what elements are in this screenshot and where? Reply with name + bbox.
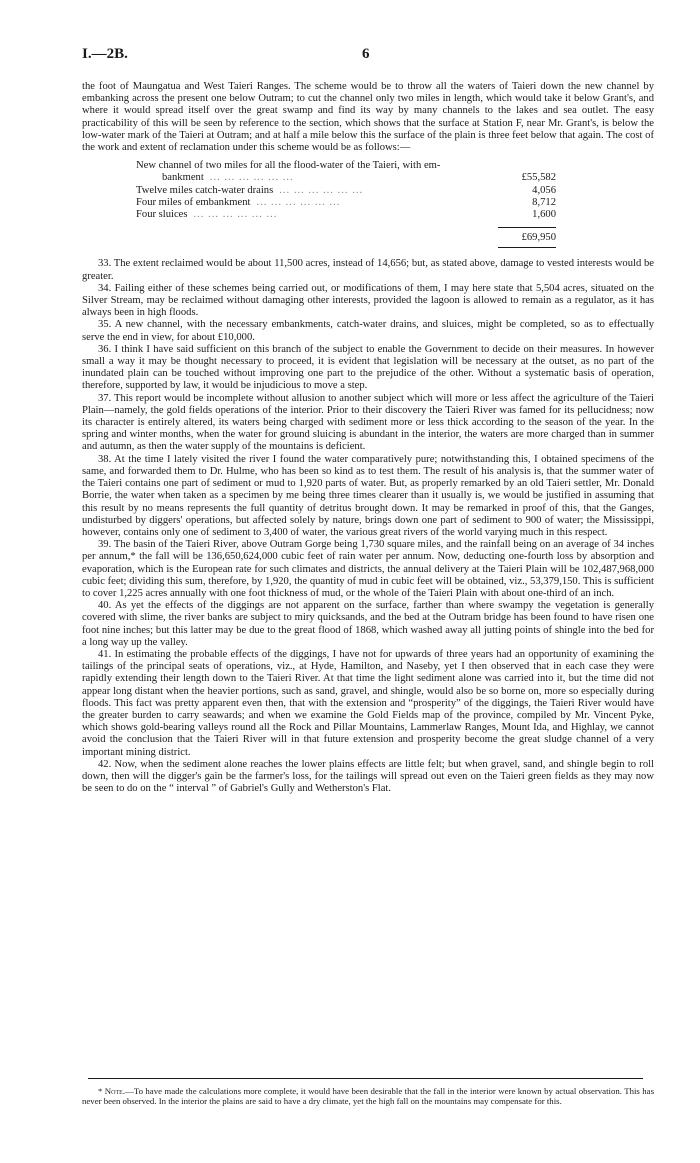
paragraph-36: 36. I think I have said sufficient on this branch of the subject to enable the Government to decide on their measures. In however small a way it may be thought necessary to proceed, it is evident that legislation will be necessary at the outset, as no part of the inundated plain can be touched without improving one part to the prejudice of the other. Without a systematic basis of operation, therefore, supported by law, it would be injudicious to move a step. xyxy=(82,343,654,392)
cost-total: £69,950 xyxy=(521,232,556,244)
cost-row-amount: 4,056 xyxy=(532,184,556,196)
leader-dots: ... ... ... ... ... ... xyxy=(279,184,364,196)
cost-row-desc-cont: bankment xyxy=(162,172,204,184)
cost-table xyxy=(136,160,556,248)
cost-row-channel-cont xyxy=(136,172,556,184)
paragraph-33: 33. The extent reclaimed would be about 11,500 acres, instead of 14,656; but, as stated above, damage to vested interests would be greater. xyxy=(82,258,654,282)
paragraph-38: 38. At the time I lately visited the river I found the water comparatively pure; notwithstanding this, I obtained specimens of the same, and forwarded them to Dr. Hulme, who has been so kind as to test them. The result of his analysis is, that the summer water of the Taieri contains one part of sediment or mud to 1,920 parts of water. But, as properly remarked by an old Taieri settler, Mr. Donald Borrie, the water when taken as a specimen by me being three times clearer than it usually is, we would be justified in assuming that this result by no means represents the full quantity of detritus brought down. It may be remarked in proof of this, that the Ganges, undisturbed by diggers' operations, but affected solely by nature, brings down one part of sediment to 900 of water; the Mississippi, however, contains only one of sediment to 3,400 of water, the various great rivers of the world varying much in this respect. xyxy=(82,453,654,538)
paragraph-39: 39. The basin of the Taieri River, above Outram Gorge being 1,730 square miles, and the rainfall being on an average of 34 inches per annum,* the fall will be 136,650,624,000 cubic feet of rain water per annum. Now, deducting one-fourth loss by absorption and evaporation, which is the European rate for such climates and districts, the annual delivery at the Taieri Plain will be 102,487,968,000 cubic feet; dividing this sum, therefore, by 1,920, the quantity of mud in cubic feet will be obtained, viz., 53,379,150. This is sufficient to cover 1,225 acres annually with one foot thickness of mud, or the whole of the Taieri Plain with about one-third of an inch. xyxy=(82,539,654,599)
paragraph-37: 37. This report would be incomplete without allusion to another subject which will more or less affect the agriculture of the Taieri Plain—namely, the gold fields operations of the interior. Prior to their discovery the Taieri River was famed for its pellucidness; now its character is entirely altered, its waters being charged with sediment more or less thick according to the season of the year. In the spring and winter months, when the water for ground sluicing is abundant in the interior, the waters are more charged than in summer and autumn, as then the water supply of the mountains is deficient. xyxy=(82,392,654,453)
cost-row-embankment xyxy=(136,197,556,209)
footnote-text: —To have made the calculations more complete, it would have been desirable that the fall in the interior were known by actual observation. This has never been observed. In the interior the plains are said to have a dry climate, yet the high fall on the mountains may compensate for this. xyxy=(82,1086,654,1107)
cost-row-desc: Four miles of embankment xyxy=(136,196,251,208)
cost-row-sluices xyxy=(136,209,556,221)
cost-row-drains xyxy=(136,185,556,197)
cost-row-amount: £55,582 xyxy=(521,172,556,184)
total-underline xyxy=(498,247,556,248)
cost-row-channel xyxy=(136,160,556,172)
paragraph-42: 42. Now, when the sediment alone reaches the lower plains effects are little felt; but when gravel, sand, and shingle begin to roll down, then will the digger's gain be the farmer's loss, for the tailings will spread out even on the Taieri green fields as they may now be seen to do on the “ interval ” of Gabriel's Gully and Wetherston's Flat. xyxy=(82,758,654,795)
page-number: 6 xyxy=(362,46,370,62)
paragraph-34: 34. Failing either of these schemes being carried out, or modifications of them, I may here state that 5,504 acres, situated on the Silver Stream, may be reclaimed without damaging other interests, provided the lagoon is allowed to remain as a regulator, as it has always been in high floods. xyxy=(82,282,654,319)
cost-row-desc: Four sluices xyxy=(136,209,188,221)
leader-dots: ... ... ... ... ... ... xyxy=(193,209,278,221)
cost-row-amount: 1,600 xyxy=(532,209,556,221)
document-body xyxy=(82,81,654,795)
leader-dots: ... ... ... ... ... ... xyxy=(256,196,341,208)
cost-total-row xyxy=(136,228,556,244)
cost-row-desc: Twelve miles catch-water drains xyxy=(136,184,274,196)
cost-row-amount: 8,712 xyxy=(532,196,556,208)
leader-dots: ... ... ... ... ... ... xyxy=(209,172,294,184)
footnote xyxy=(82,1086,654,1107)
document-reference: I.—2B. xyxy=(82,46,128,62)
paragraph-40: 40. As yet the effects of the diggings are not apparent on the surface, farther than where swampy the vegetation is generally covered with slime, the river banks are subject to miry quicksands, and the bed at the Outram bridge has been found to have risen one foot nine inches; but this latter may be due to the great flood of 1868, which washed away all jutting points of shingle into the bed for a long way up the valley. xyxy=(82,600,654,648)
cost-row-desc: New channel of two miles for all the flood-water of the Taieri, with em- xyxy=(136,160,441,172)
paragraph-35: 35. A new channel, with the necessary embankments, catch-water drains, and sluices, might be completed, so as to effectually serve the end in view, for about £10,000. xyxy=(82,319,654,343)
intro-paragraph: the foot of Maungatua and West Taieri Ranges. The scheme would be to throw all the waters of Taieri down the new channel by embanking across the present one below Outram; to cut the channel only two miles in length, which would take it below Grant's, and where it would spread itself over the great swamp and find its way by many channels to the lakes and sea outlet. The easy practicability of this will be seen by reference to the section, which shows that the surface at Station F, near Mr. Grant's, is below the low-water mark of the Taieri at Outram; and at half a mile below this the surface of the plain is three feet below that again. The cost of the work and extent of reclamation under this scheme would be as follows:— xyxy=(82,81,654,154)
footnote-label: * Note. xyxy=(98,1086,126,1096)
paragraph-41: 41. In estimating the probable effects of the diggings, I have not for upwards of three years had an opportunity of examining the tailings of the principal seats of operations, viz., at Hyde, Hamilton, and Naseby, yet I then observed that in each case they were rapidly extending their length down to the Taieri River. At that time the light sediment alone was carried into it, but the time did not appear long distant when the heavier portions, such as sand, gravel, and shingle, would also be so borne on, more so especially during floods. This fact was pretty apparent even then, that with the extension and “prosperity” of the diggings, the Taieri River would have the greater burden to carry seawards; and when we examine the Gold Fields map of the province, compiled by Mr. Vincent Pyke, which shows gold-bearing valleys round all the Rock and Pillar Mountains, Lammerlaw Ranges, Mount Ida, and Highlay, we cannot avoid the conclusion that the Taieri River will in that future extension and prosperity become the great sludge channel of a very important mining district. xyxy=(82,648,654,758)
footnote-rule xyxy=(88,1078,643,1079)
